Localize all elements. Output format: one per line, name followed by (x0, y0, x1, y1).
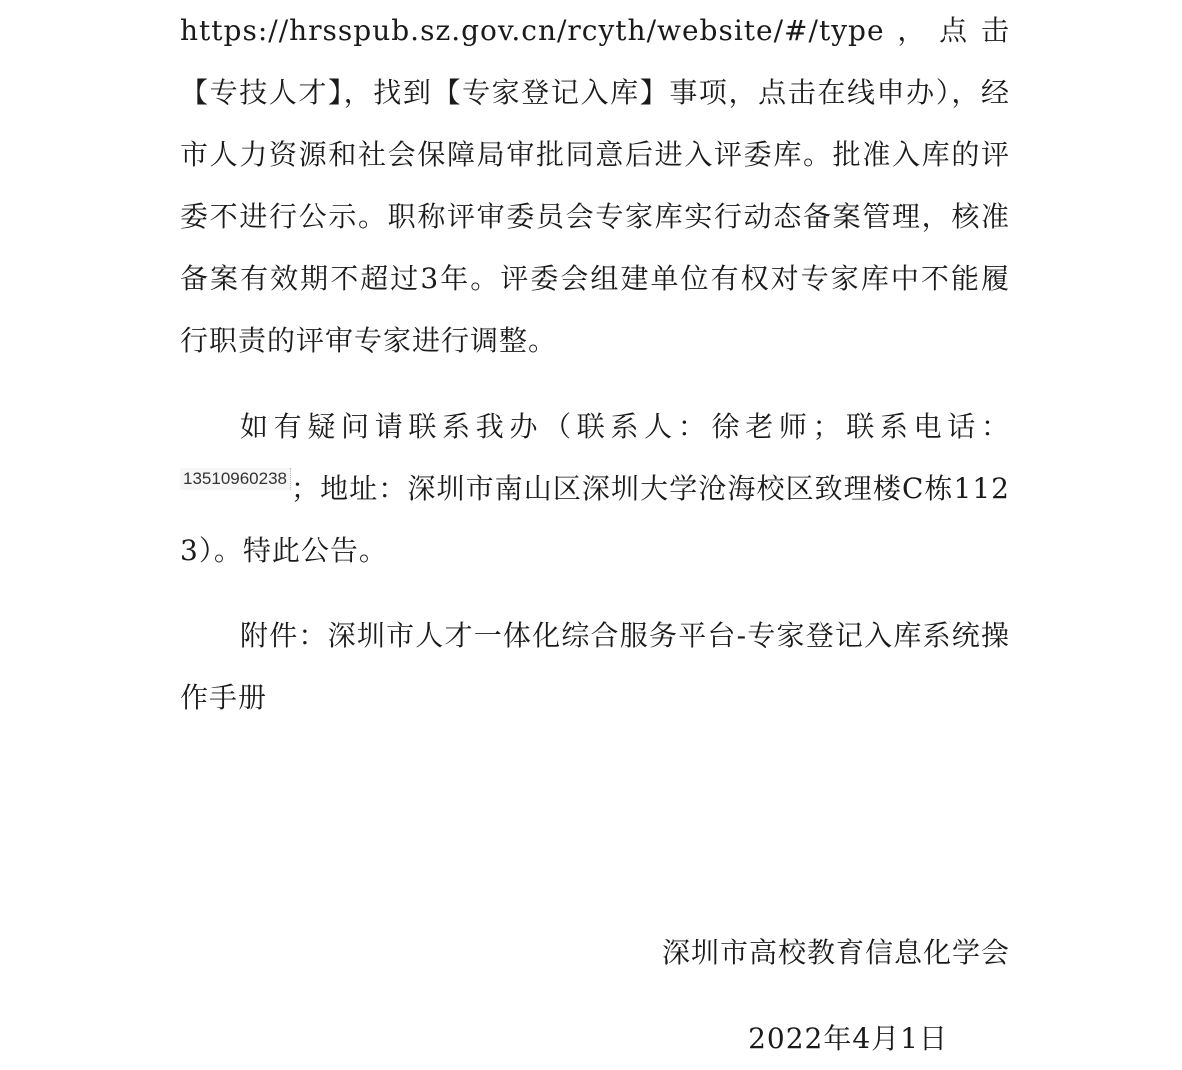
attachment-line: 附件：深圳市人才一体化综合服务平台-专家登记入库系统操作手册 (180, 619, 1010, 714)
contact-suffix-text: ；地址：深圳市南山区深圳大学沧海校区致理楼C栋1123）。特此公告。 (180, 472, 1010, 567)
contact-phone-number: 13510960238 (180, 468, 291, 490)
contact-prefix-text: 如有疑问请联系我办（联系人：徐老师；联系电话： (240, 410, 1010, 443)
contact-paragraph (180, 396, 1010, 582)
signature-organization: 深圳市高校教育信息化学会 (661, 936, 1010, 969)
instructions-paragraph: https://hrsspub.sz.gov.cn/rcyth/website/#/type，点击【专技人才】，找到【专家登记入库】事项，点击在线申办），经市人力资源和社会保障局审批同意后进入评委库。批准入库的评委不进行公示。职称评审委员会专家库实行动态备案管理，核准备案有效期不超过3年。评委会组建单位有权对专家库中不能履行职责的评审专家进行调整。 (180, 14, 1010, 357)
document-date: 2022年4月1日 (748, 1022, 948, 1055)
